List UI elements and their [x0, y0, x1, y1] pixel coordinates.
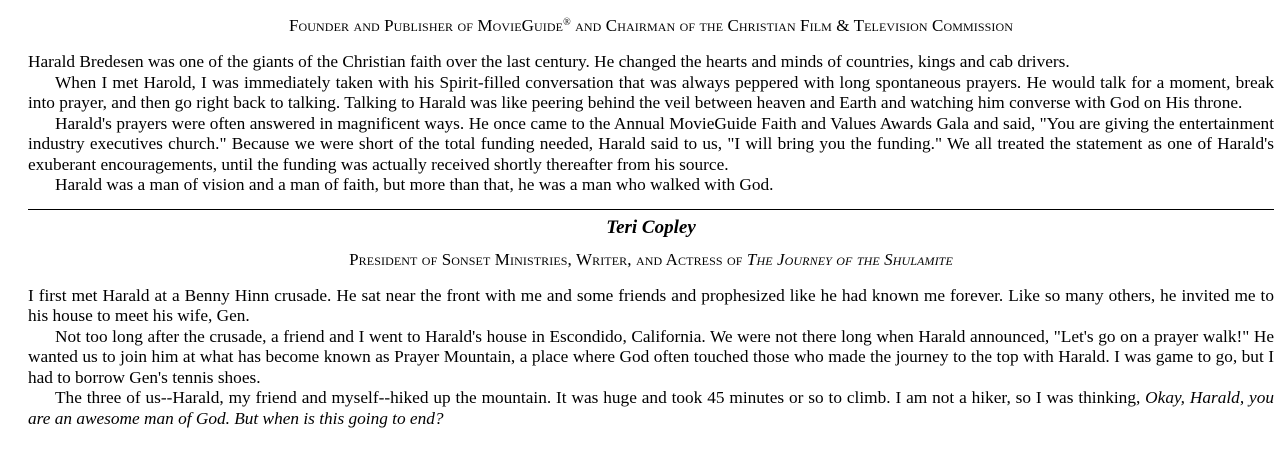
- registered-mark: ®: [563, 17, 571, 28]
- paragraph-last: [28, 388, 1274, 429]
- paragraph: Harald was a man of vision and a man of faith, but more than that, he was a man who walked with God.: [55, 175, 774, 194]
- contributor-name: Teri Copley: [606, 216, 696, 238]
- document-page: [28, 14, 1274, 429]
- paragraph: Harald's prayers were often answered in magnificent ways. He once came to the Annual MovieGuide Faith and Values Awards Gala and said, "You are giving the entertainment industry executives church." Because we were short of the total funding needed, Harald said to us, "I will bring you the funding." We all treated the statement as one of Harald's exuberant encouragements, until the funding was actually received shortly thereafter from his source.: [28, 113, 1274, 174]
- last-paragraph-italic: Okay, Harald, you are an awesome man of God. But when is this going to end?: [28, 388, 1274, 428]
- heading-prefix: Founder and Publisher of MovieGuide: [288, 16, 564, 35]
- subtitle-title: The Journey of the Shulamite: [746, 249, 953, 269]
- paragraph: When I met Harold, I was immediately taken with his Spirit-filled conversation that was always peppered with long spontaneous prayers. He would talk for a moment, break into prayer, and then go right back to talking. Talking to Harald was like peering behind the veil between heaven and Earth and watching him converse with God on His throne.: [28, 72, 1274, 112]
- section-divider: [28, 209, 1274, 210]
- section-heading-founder: [28, 14, 1274, 38]
- subtitle-prefix: President of Sonset Ministries, Writer, and Actress of: [349, 249, 747, 269]
- paragraph: Harald Bredesen was one of the giants of the Christian faith over the last century. He changed the hearts and minds of countries, kings and cab drivers.: [28, 52, 1070, 71]
- contributor-subtitle: [28, 248, 1274, 272]
- heading-suffix: and Chairman of the Christian Film & Television Commission: [570, 16, 1014, 35]
- paragraph: I first met Harald at a Benny Hinn crusade. He sat near the front with me and some friends and prophesized like he had known me forever. Like so many others, he invited me to his house to meet his wife, Gen.: [28, 285, 1274, 325]
- last-paragraph-text: The three of us--Harald, my friend and myself--hiked up the mountain. It was huge and took 45 minutes or so to climb. I am not a hiker, so I was thinking,: [55, 388, 1146, 407]
- paragraph: Not too long after the crusade, a friend and I went to Harald's house in Escondido, California. We were not there long when Harald announced, "Let's go on a prayer walk!" He wanted us to join him at what has become known as Prayer Mountain, a place where God often touched those who made the journey to the top with Harald. I was game to go, but I had to borrow Gen's tennis shoes.: [28, 326, 1274, 387]
